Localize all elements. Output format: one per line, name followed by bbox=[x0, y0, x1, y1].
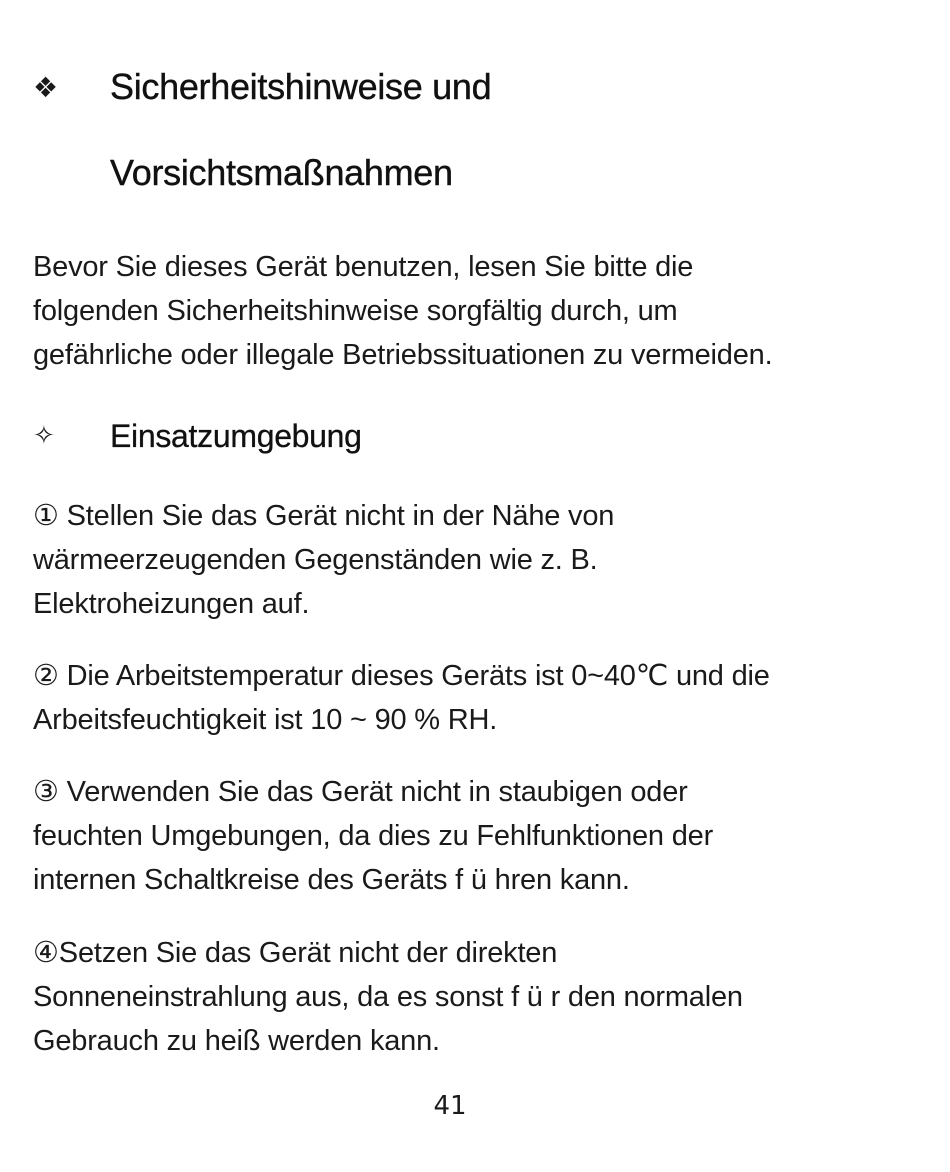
item-line: ③ Verwenden Sie das Gerät nicht in staubigen oder bbox=[33, 776, 688, 808]
list-item-1 bbox=[33, 494, 923, 626]
item-line: Arbeitsfeuchtigkeit ist 10 ~ 90 % RH. bbox=[33, 704, 498, 736]
item-line: internen Schaltkreise des Geräts f ü hren kann. bbox=[33, 864, 630, 896]
intro-paragraph bbox=[33, 245, 923, 377]
item-line: Gebrauch zu heiß werden kann. bbox=[33, 1025, 440, 1057]
item-line: ② Die Arbeitstemperatur dieses Geräts ist 0~40℃ und die bbox=[33, 660, 770, 692]
item-line: ④Setzen Sie das Gerät nicht der direkten bbox=[33, 937, 558, 969]
four-diamond-bullet-icon: ❖ bbox=[33, 71, 59, 104]
section-title-line-2: Vorsichtsmaßnahmen bbox=[110, 152, 453, 193]
section-title-line-1: Sicherheitshinweise und bbox=[110, 66, 492, 107]
item-line: Elektroheizungen auf. bbox=[33, 588, 310, 620]
page-number: 41 bbox=[433, 1091, 467, 1121]
list-item-4 bbox=[33, 931, 923, 1063]
four-point-star-bullet-icon: ✧ bbox=[33, 421, 55, 451]
list-item-3 bbox=[33, 770, 923, 902]
item-line: ① Stellen Sie das Gerät nicht in der Nähe von bbox=[33, 500, 615, 532]
item-line: wärmeerzeugenden Gegenständen wie z. B. bbox=[33, 544, 598, 576]
intro-line: folgenden Sicherheitshinweise sorgfältig durch, um bbox=[33, 295, 678, 327]
intro-line: gefährliche oder illegale Betriebssituationen zu vermeiden. bbox=[33, 339, 773, 371]
item-line: feuchten Umgebungen, da dies zu Fehlfunktionen der bbox=[33, 820, 714, 852]
subsection-title: Einsatzumgebung bbox=[110, 418, 362, 454]
item-line: Sonneneinstrahlung aus, da es sonst f ü r den normalen bbox=[33, 981, 743, 1013]
intro-line: Bevor Sie dieses Gerät benutzen, lesen Sie bitte die bbox=[33, 251, 694, 283]
list-item-2 bbox=[33, 654, 923, 742]
